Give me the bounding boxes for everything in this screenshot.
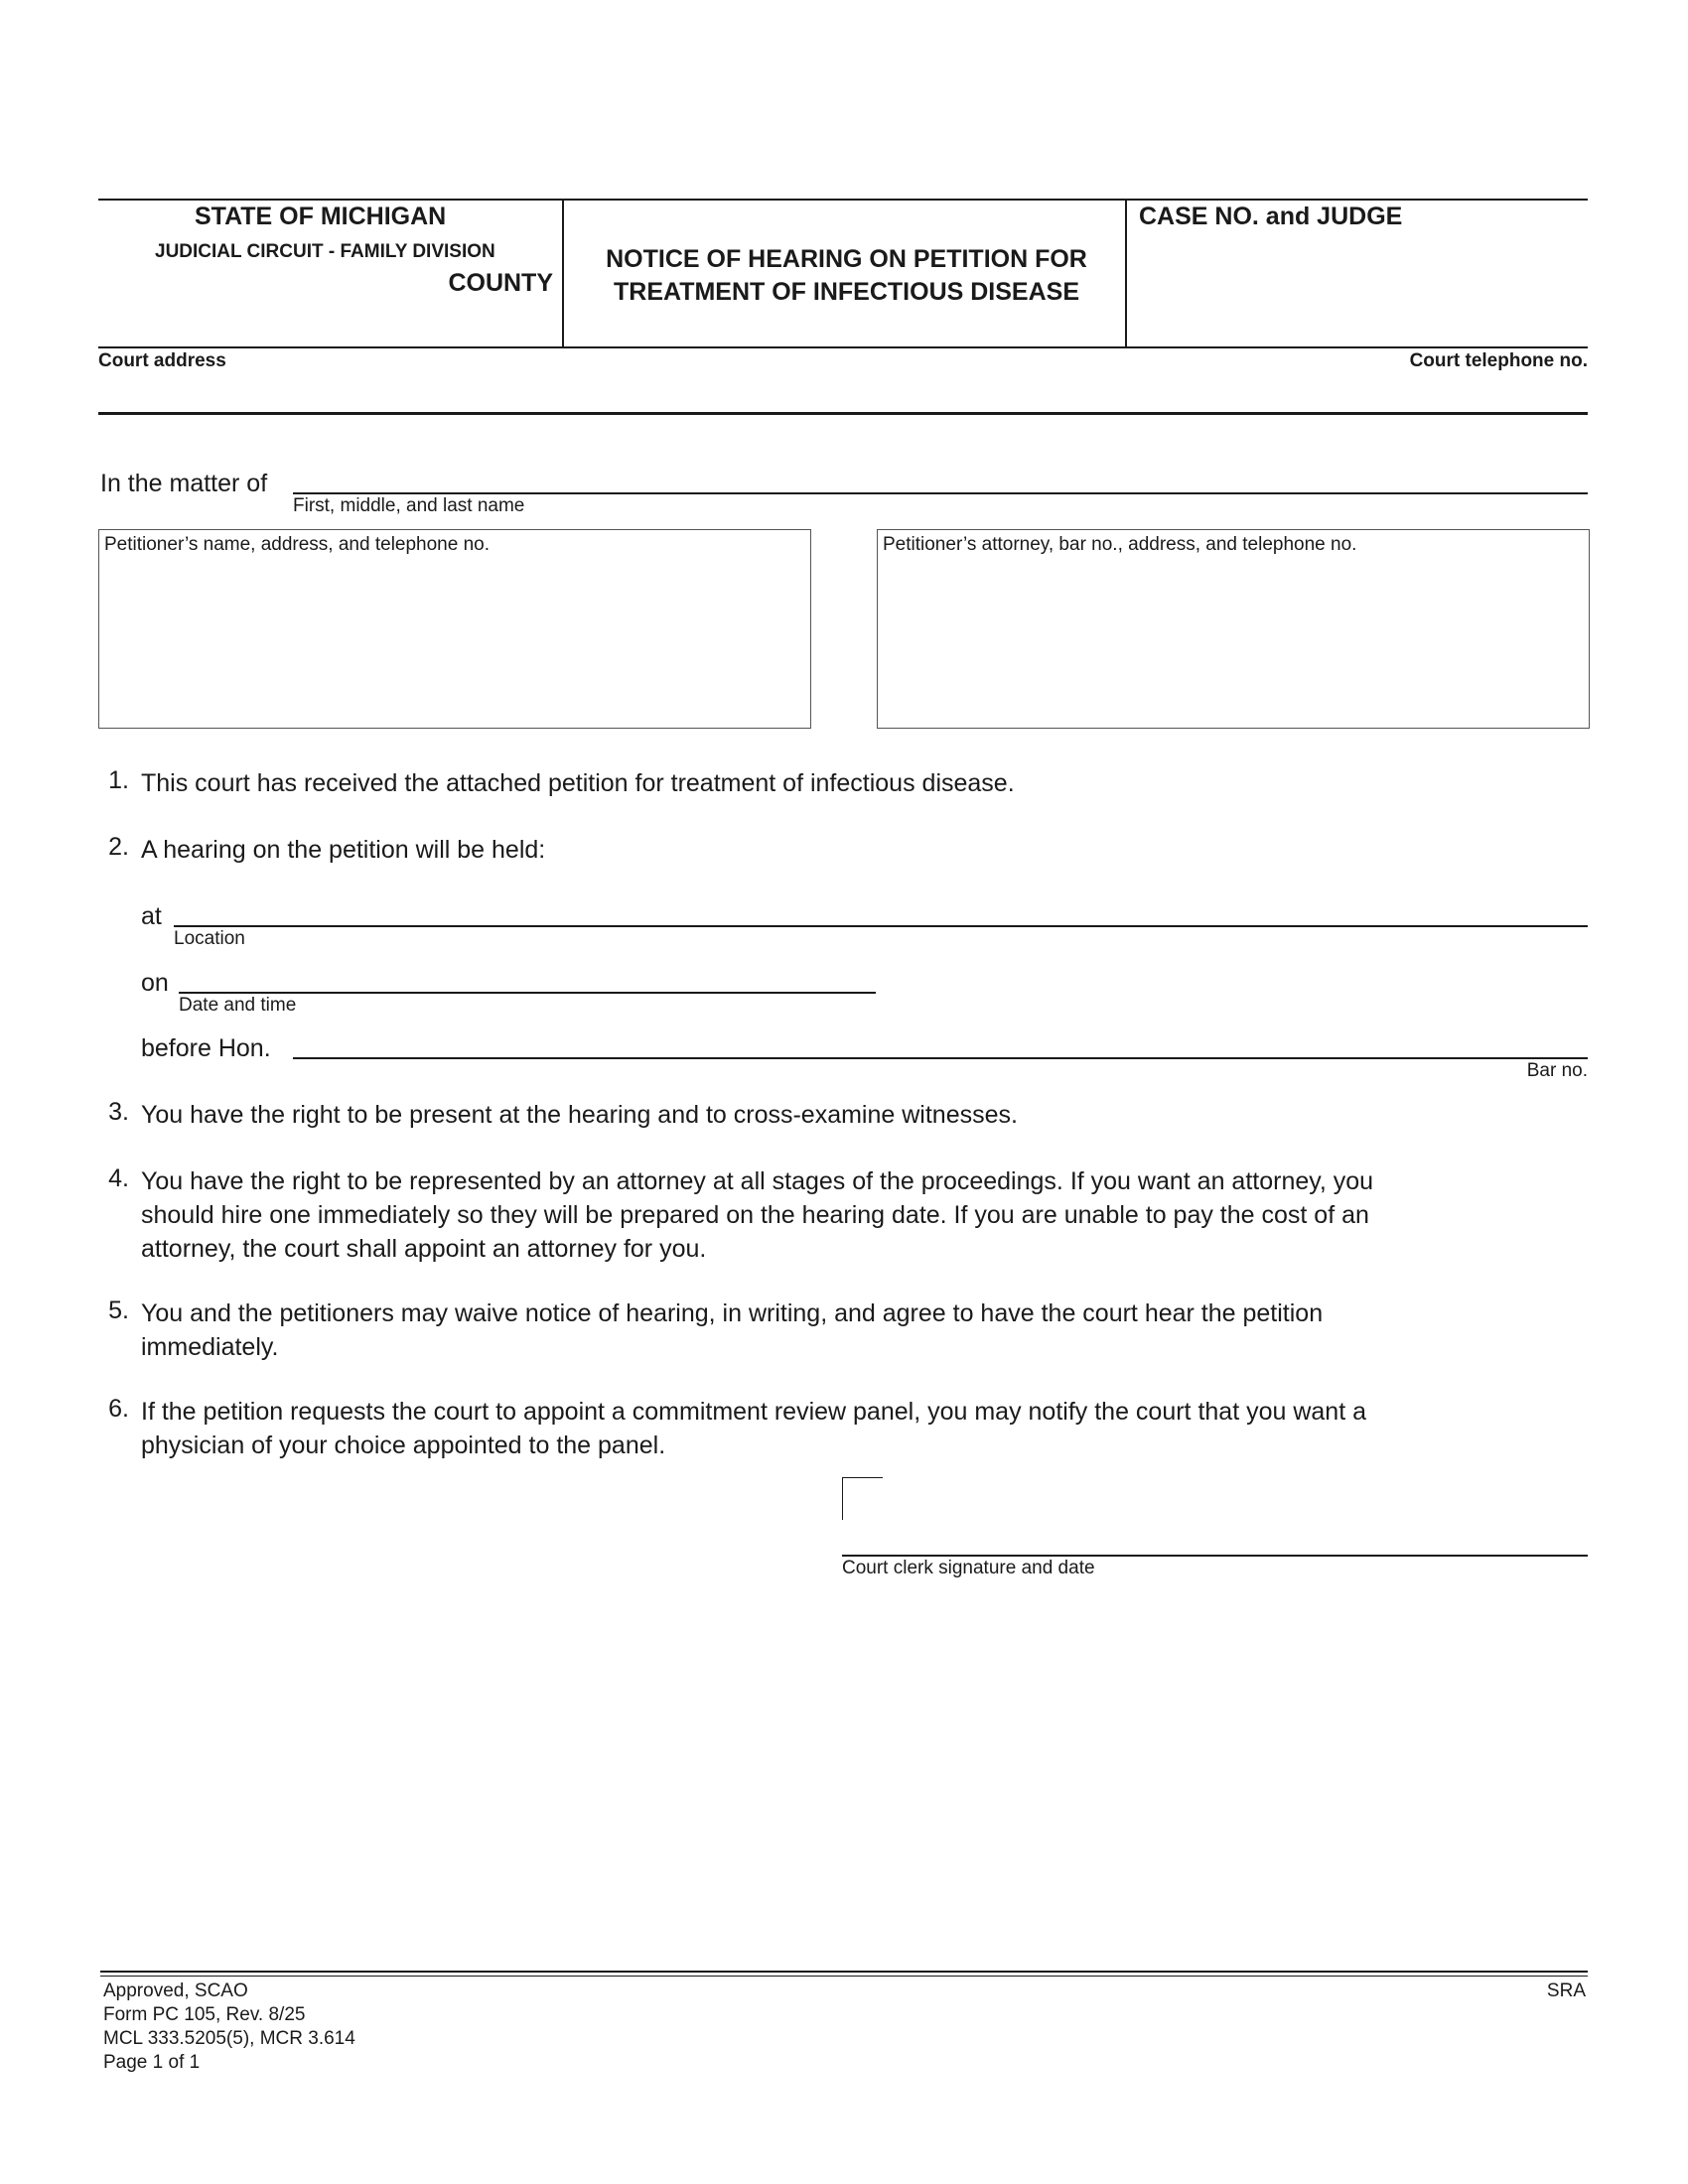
item-5-line2: immediately. — [141, 1333, 279, 1361]
item-5-line1: You and the petitioners may waive notice of hearing, in writing, and agree to have the court hear the petition — [141, 1299, 1324, 1327]
hearing-bar-caption: Bar no. — [1526, 1060, 1588, 1081]
item-4-text — [141, 1164, 1601, 1266]
header-top-rule — [98, 199, 1588, 201]
item-6-line1: If the petition requests the court to appoint a commitment review panel, you may notify the court that you want a — [141, 1398, 1366, 1426]
county-label: COUNTY — [448, 269, 553, 297]
item-6-text — [141, 1395, 1601, 1462]
item-2-text: A hearing on the petition will be held: — [141, 836, 546, 864]
case-number-label: CASE NO. and JUDGE — [1139, 203, 1403, 230]
footer-page-number: Page 1 of 1 — [103, 2052, 201, 2073]
footer-citation: MCL 333.5205(5), MCR 3.614 — [103, 2028, 355, 2049]
matter-name-line[interactable] — [293, 492, 1588, 494]
footer-rule-bottom — [100, 1976, 1588, 1977]
item-6-line2: physician of your choice appointed to the panel. — [141, 1432, 666, 1459]
matter-prefix: In the matter of — [100, 470, 268, 497]
item-5-number: 5. — [108, 1297, 129, 1324]
court-address-label: Court address — [98, 350, 226, 371]
matter-name-caption: First, middle, and last name — [293, 495, 525, 516]
item-1-text: This court has received the attached petition for treatment of infectious disease. — [141, 769, 1015, 797]
item-5-text — [141, 1297, 1601, 1364]
court-telephone-label: Court telephone no. — [1409, 350, 1588, 371]
footer-left — [103, 1979, 355, 2075]
footer-approved: Approved, SCAO — [103, 1980, 248, 2001]
item-3-text: You have the right to be present at the hearing and to cross-examine witnesses. — [141, 1101, 1018, 1129]
item-3-number: 3. — [108, 1098, 129, 1126]
item-1-number: 1. — [108, 766, 129, 794]
circuit-label: JUDICIAL CIRCUIT - FAMILY DIVISION — [155, 241, 495, 262]
form-title-line2: TREATMENT OF INFECTIOUS DISEASE — [614, 278, 1079, 306]
footer-form-number: Form PC 105, Rev. 8/25 — [103, 2004, 306, 2025]
hearing-datetime-line[interactable] — [179, 992, 876, 994]
item-2-number: 2. — [108, 833, 129, 861]
seal-corner-mark — [842, 1477, 883, 1520]
court-info-bottom-rule — [98, 412, 1588, 415]
state-name: STATE OF MICHIGAN — [195, 203, 447, 230]
hearing-before-label: before Hon. — [141, 1034, 271, 1062]
form-title-line1: NOTICE OF HEARING ON PETITION FOR — [606, 245, 1087, 273]
item-4-line1: You have the right to be represented by an attorney at all stages of the proceedings. If you want an attorney, you — [141, 1167, 1374, 1195]
attorney-info-box[interactable] — [877, 529, 1590, 729]
petitioner-info-label: Petitioner’s name, address, and telephone no. — [104, 534, 491, 555]
form-title — [566, 243, 1127, 309]
header-bottom-rule — [98, 346, 1588, 348]
hearing-at-label: at — [141, 902, 162, 930]
hearing-judge-line[interactable] — [293, 1057, 1588, 1059]
header-divider-left — [562, 199, 564, 347]
item-4-line3: attorney, the court shall appoint an attorney for you. — [141, 1235, 707, 1263]
hearing-on-label: on — [141, 969, 169, 997]
item-4-number: 4. — [108, 1164, 129, 1192]
footer-rule-top — [100, 1971, 1588, 1973]
footer-code: SRA — [1546, 1980, 1586, 2001]
attorney-info-label: Petitioner’s attorney, bar no., address, and telephone no. — [883, 534, 1357, 555]
item-6-number: 6. — [108, 1395, 129, 1423]
hearing-location-caption: Location — [174, 928, 245, 949]
petitioner-info-box[interactable] — [98, 529, 811, 729]
hearing-location-line[interactable] — [174, 925, 1588, 927]
hearing-datetime-caption: Date and time — [179, 995, 297, 1016]
item-4-line2: should hire one immediately so they will be prepared on the hearing date. If you are unable to pay the cost of an — [141, 1201, 1369, 1229]
clerk-signature-line[interactable] — [842, 1555, 1588, 1557]
clerk-signature-caption: Court clerk signature and date — [842, 1558, 1095, 1578]
